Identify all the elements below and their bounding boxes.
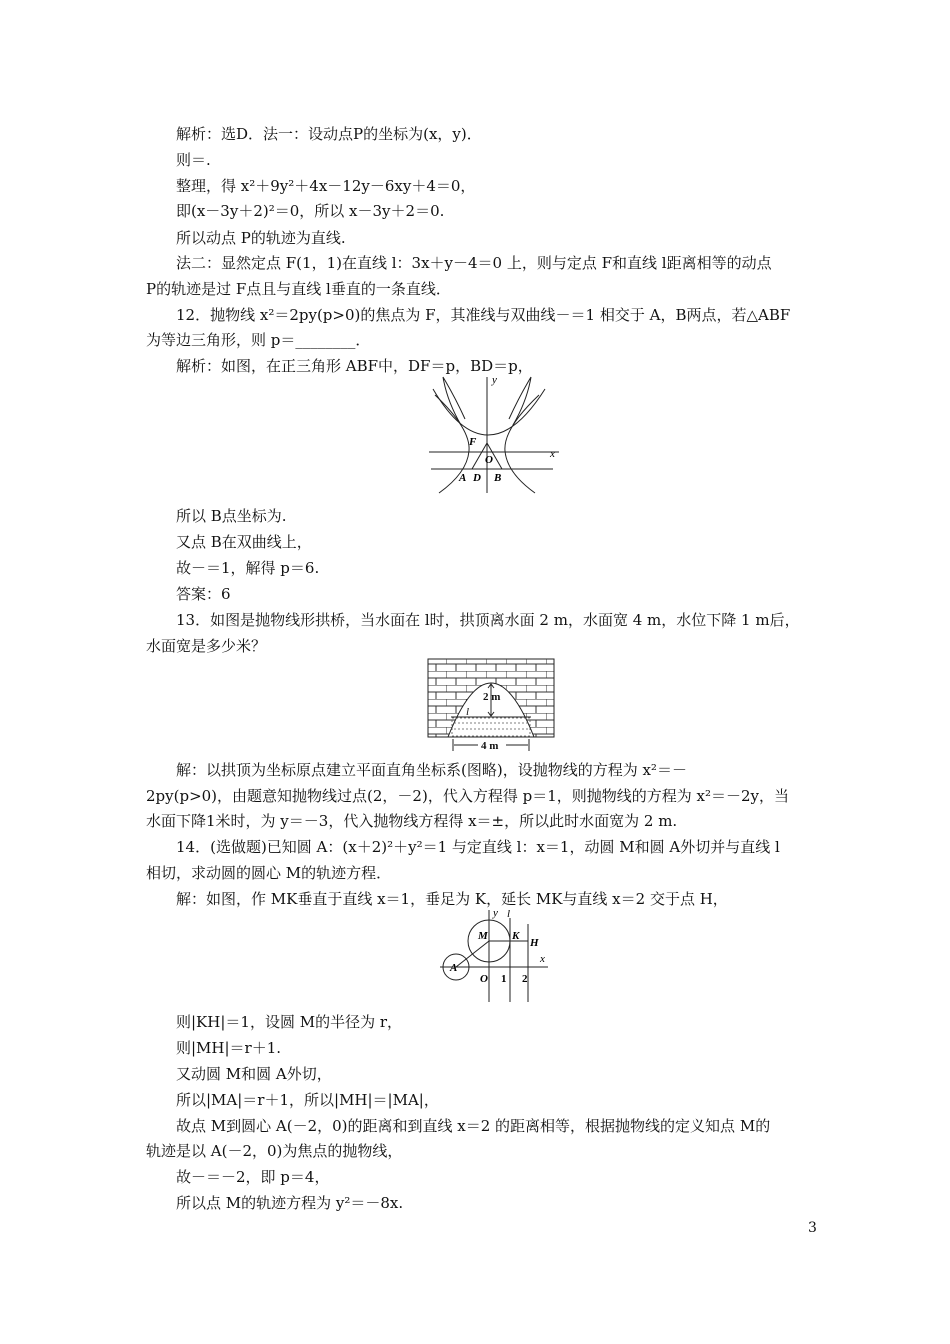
text-line: 所以点 M的轨迹方程为 y²＝－8x. <box>176 1194 404 1212</box>
text-line: 故－＝1，解得 p＝6. <box>176 559 320 577</box>
circles-figure <box>434 904 554 1006</box>
text-line: 解：如图，作 MK垂直于直线 x＝1，垂足为 K，延长 MK与直线 x＝2 交于点 H， <box>176 890 728 908</box>
text-line: 故－＝－2，即 p＝4， <box>176 1168 330 1186</box>
point-label-a: A <box>450 962 458 974</box>
text-line: P的轨迹是过 F点且与直线 l垂直的一条直线． <box>146 280 451 298</box>
text-line: 所以动点 P的轨迹为直线. <box>176 229 346 247</box>
text-line: 则＝. <box>176 151 211 169</box>
parabola-hyperbola-figure <box>425 371 565 496</box>
text-line: 整理，得 x²＋9y²＋4x－12y－6xy＋4＝0， <box>176 177 476 195</box>
arch-bridge-figure <box>426 657 556 754</box>
point-label-k: K <box>512 930 520 942</box>
text-line: 13．如图是抛物线形拱桥，当水面在 l时，拱顶离水面 2 m，水面宽 4 m，水位下降 1 m后， <box>176 611 800 629</box>
text-line: 解析：如图，在正三角形 ABF中，DF＝p，BD＝p， <box>176 357 533 375</box>
point-label-d: D <box>473 472 481 484</box>
point-label-h: H <box>530 937 539 949</box>
text-line: 所以 B点坐标为. <box>176 507 287 525</box>
text-line: 轨迹是以 A(－2，0)为焦点的抛物线， <box>146 1142 403 1160</box>
text-line: 又动圆 M和圆 A外切， <box>176 1065 332 1083</box>
text-line: 相切，求动圆的圆心 M的轨迹方程． <box>146 864 392 882</box>
height-label: 2 m <box>483 691 501 703</box>
text-line: 为等边三角形，则 p＝________． <box>146 331 371 349</box>
text-line: 答案：6 <box>176 585 231 603</box>
axis-label-x: x <box>540 953 545 965</box>
tick-label-1: 1 <box>501 973 507 985</box>
text-line: 水面宽是多少米？ <box>146 637 267 655</box>
text-line: 所以|MA|＝r＋1，所以|MH|＝|MA|， <box>176 1091 439 1109</box>
width-label: 4 m <box>481 740 499 752</box>
text-line: 则|KH|＝1，设圆 M的半径为 r， <box>176 1013 403 1031</box>
point-label-b: B <box>494 472 502 484</box>
axis-label-y: y <box>493 907 498 919</box>
point-label-a: A <box>459 472 467 484</box>
point-label-o: O <box>485 454 493 466</box>
text-line: 法二：显然定点 F(1，1)在直线 l：3x＋y－4＝0 上，则与定点 F和直线 l距离相等的动点 <box>176 254 772 272</box>
text-line: 12．抛物线 x²＝2py(p>0)的焦点为 F，其准线与双曲线－＝1 相交于 A，B两点，若△ABF <box>176 306 791 324</box>
point-label-f: F <box>469 436 477 448</box>
waterline-label: l <box>466 706 470 718</box>
text-line: 故点 M到圆心 A(－2，0)的距离和到直线 x＝2 的距离相等，根据抛物线的定义知点 M的 <box>176 1117 771 1135</box>
axis-label-x: x <box>550 448 555 460</box>
text-line: 水面下降1米时，为 y＝－3，代入抛物线方程得 x＝±，所以此时水面宽为 2 m. <box>146 812 678 830</box>
text-line: 解析：选D．法一：设动点P的坐标为(x，y)． <box>176 125 482 143</box>
text-line: 则|MH|＝r＋1. <box>176 1039 282 1057</box>
point-label-m: M <box>478 930 488 942</box>
text-line: 2py(p>0)，由题意知抛物线过点(2，－2)，代入方程得 p＝1，则抛物线的方程为 x²＝－2y，当 <box>146 787 790 805</box>
text-line: 解：以拱顶为坐标原点建立平面直角坐标系(图略)，设抛物线的方程为 x²＝－ <box>176 761 687 779</box>
line-label-l: l <box>507 908 511 920</box>
page-number: 3 <box>808 1220 817 1236</box>
text-line: 又点 B在双曲线上， <box>176 533 312 551</box>
text-line: 14．(选做题)已知圆 A：(x＋2)²＋y²＝1 与定直线 l：x＝1，动圆 M和圆 A外切并与直线 l <box>176 838 780 856</box>
tick-label-2: 2 <box>522 973 528 985</box>
point-label-o: O <box>480 973 488 985</box>
text-line: 即(x－3y＋2)²＝0，所以 x－3y＋2＝0. <box>176 202 445 220</box>
axis-label-y: y <box>492 374 497 386</box>
